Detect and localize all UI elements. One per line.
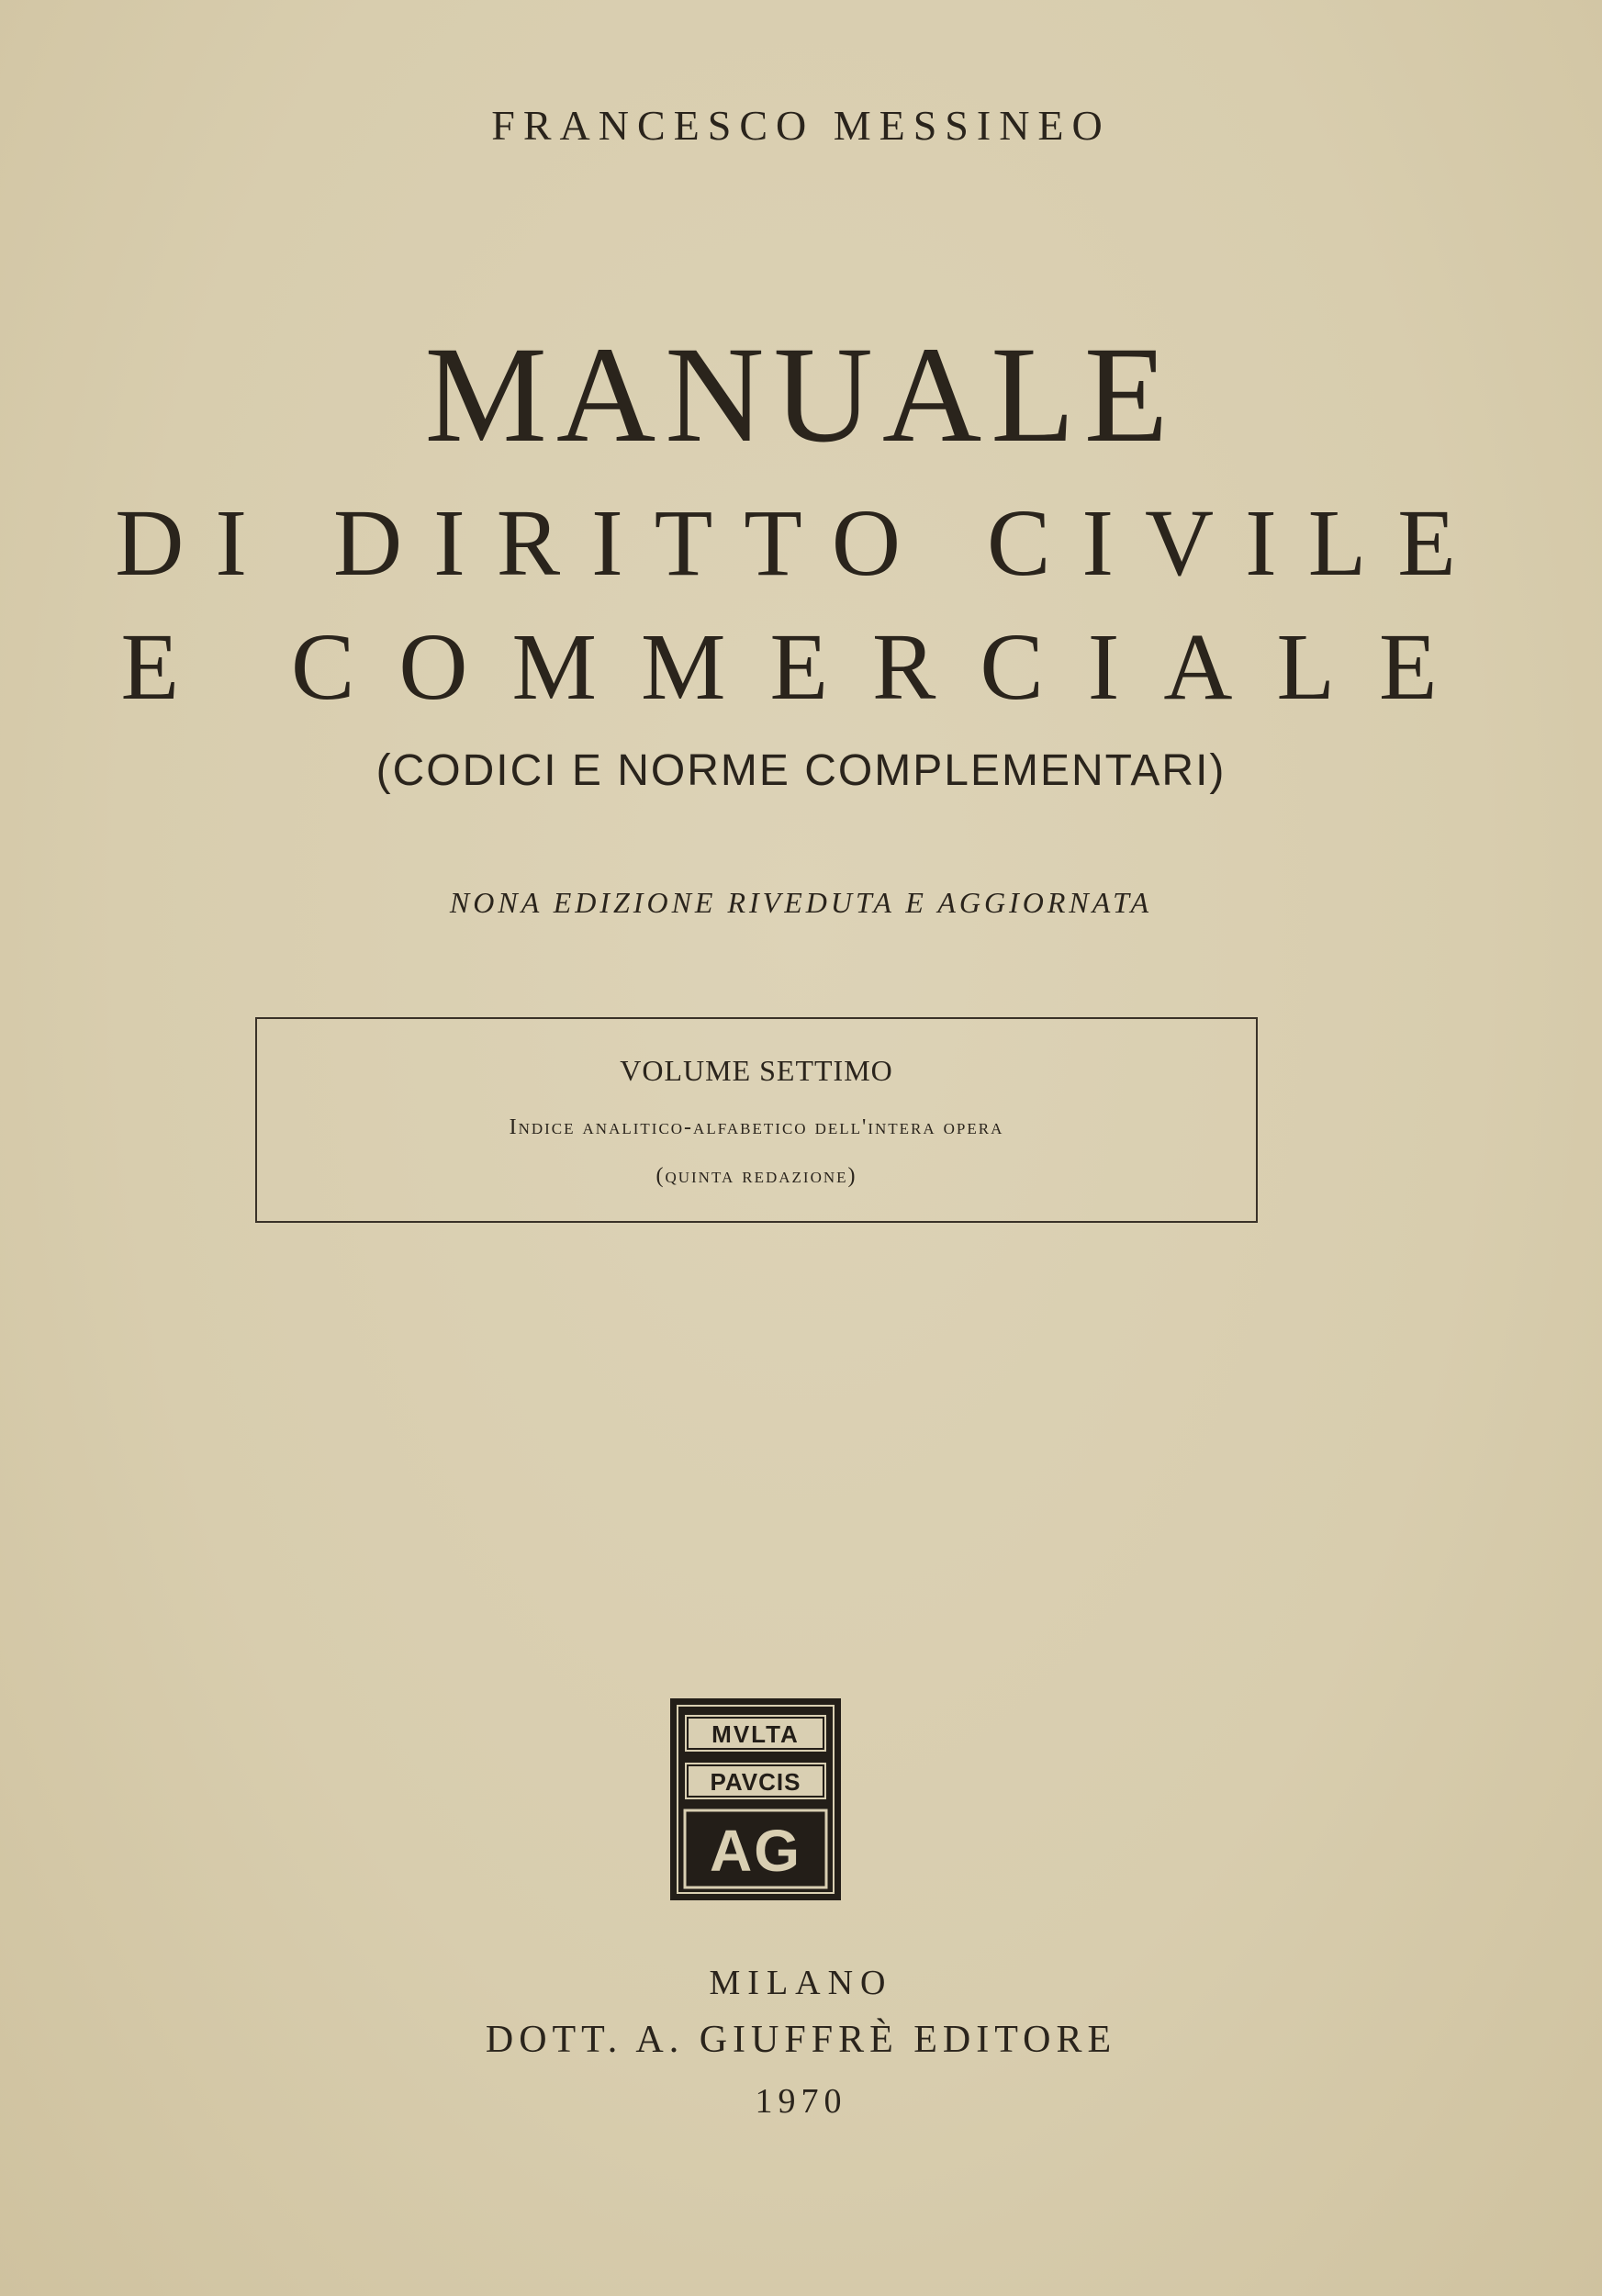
volume-box	[255, 1017, 1258, 1223]
volume-title: VOLUME SETTIMO	[620, 1054, 893, 1087]
edition-statement: NONA EDIZIONE RIVEDUTA E AGGIORNATA	[449, 886, 1153, 919]
logo-text-2: PAVCIS	[710, 1768, 801, 1796]
logo-text-1: MVLTA	[711, 1720, 800, 1748]
publisher-name: DOTT. A. GIUFFRÈ EDITORE	[485, 2019, 1117, 2061]
book-subtitle: (CODICI E NORME COMPLEMENTARI)	[375, 746, 1227, 795]
book-title-line-2: DI DIRITTO CIVILE	[115, 490, 1487, 596]
publisher-city: MILANO	[709, 1964, 893, 2002]
book-title-line-1: MANUALE	[424, 319, 1178, 471]
book-title-line-3: E COMMERCIALE	[120, 614, 1482, 720]
volume-description: Indice analitico-alfabetico dell'intera opera	[509, 1115, 1004, 1139]
author-name: FRANCESCO MESSINEO	[491, 102, 1111, 149]
publication-year: 1970	[755, 2082, 847, 2121]
publisher-logo	[670, 1698, 841, 1900]
logo-text-3: AG	[710, 1818, 801, 1884]
volume-note: (quinta redazione)	[655, 1164, 857, 1188]
